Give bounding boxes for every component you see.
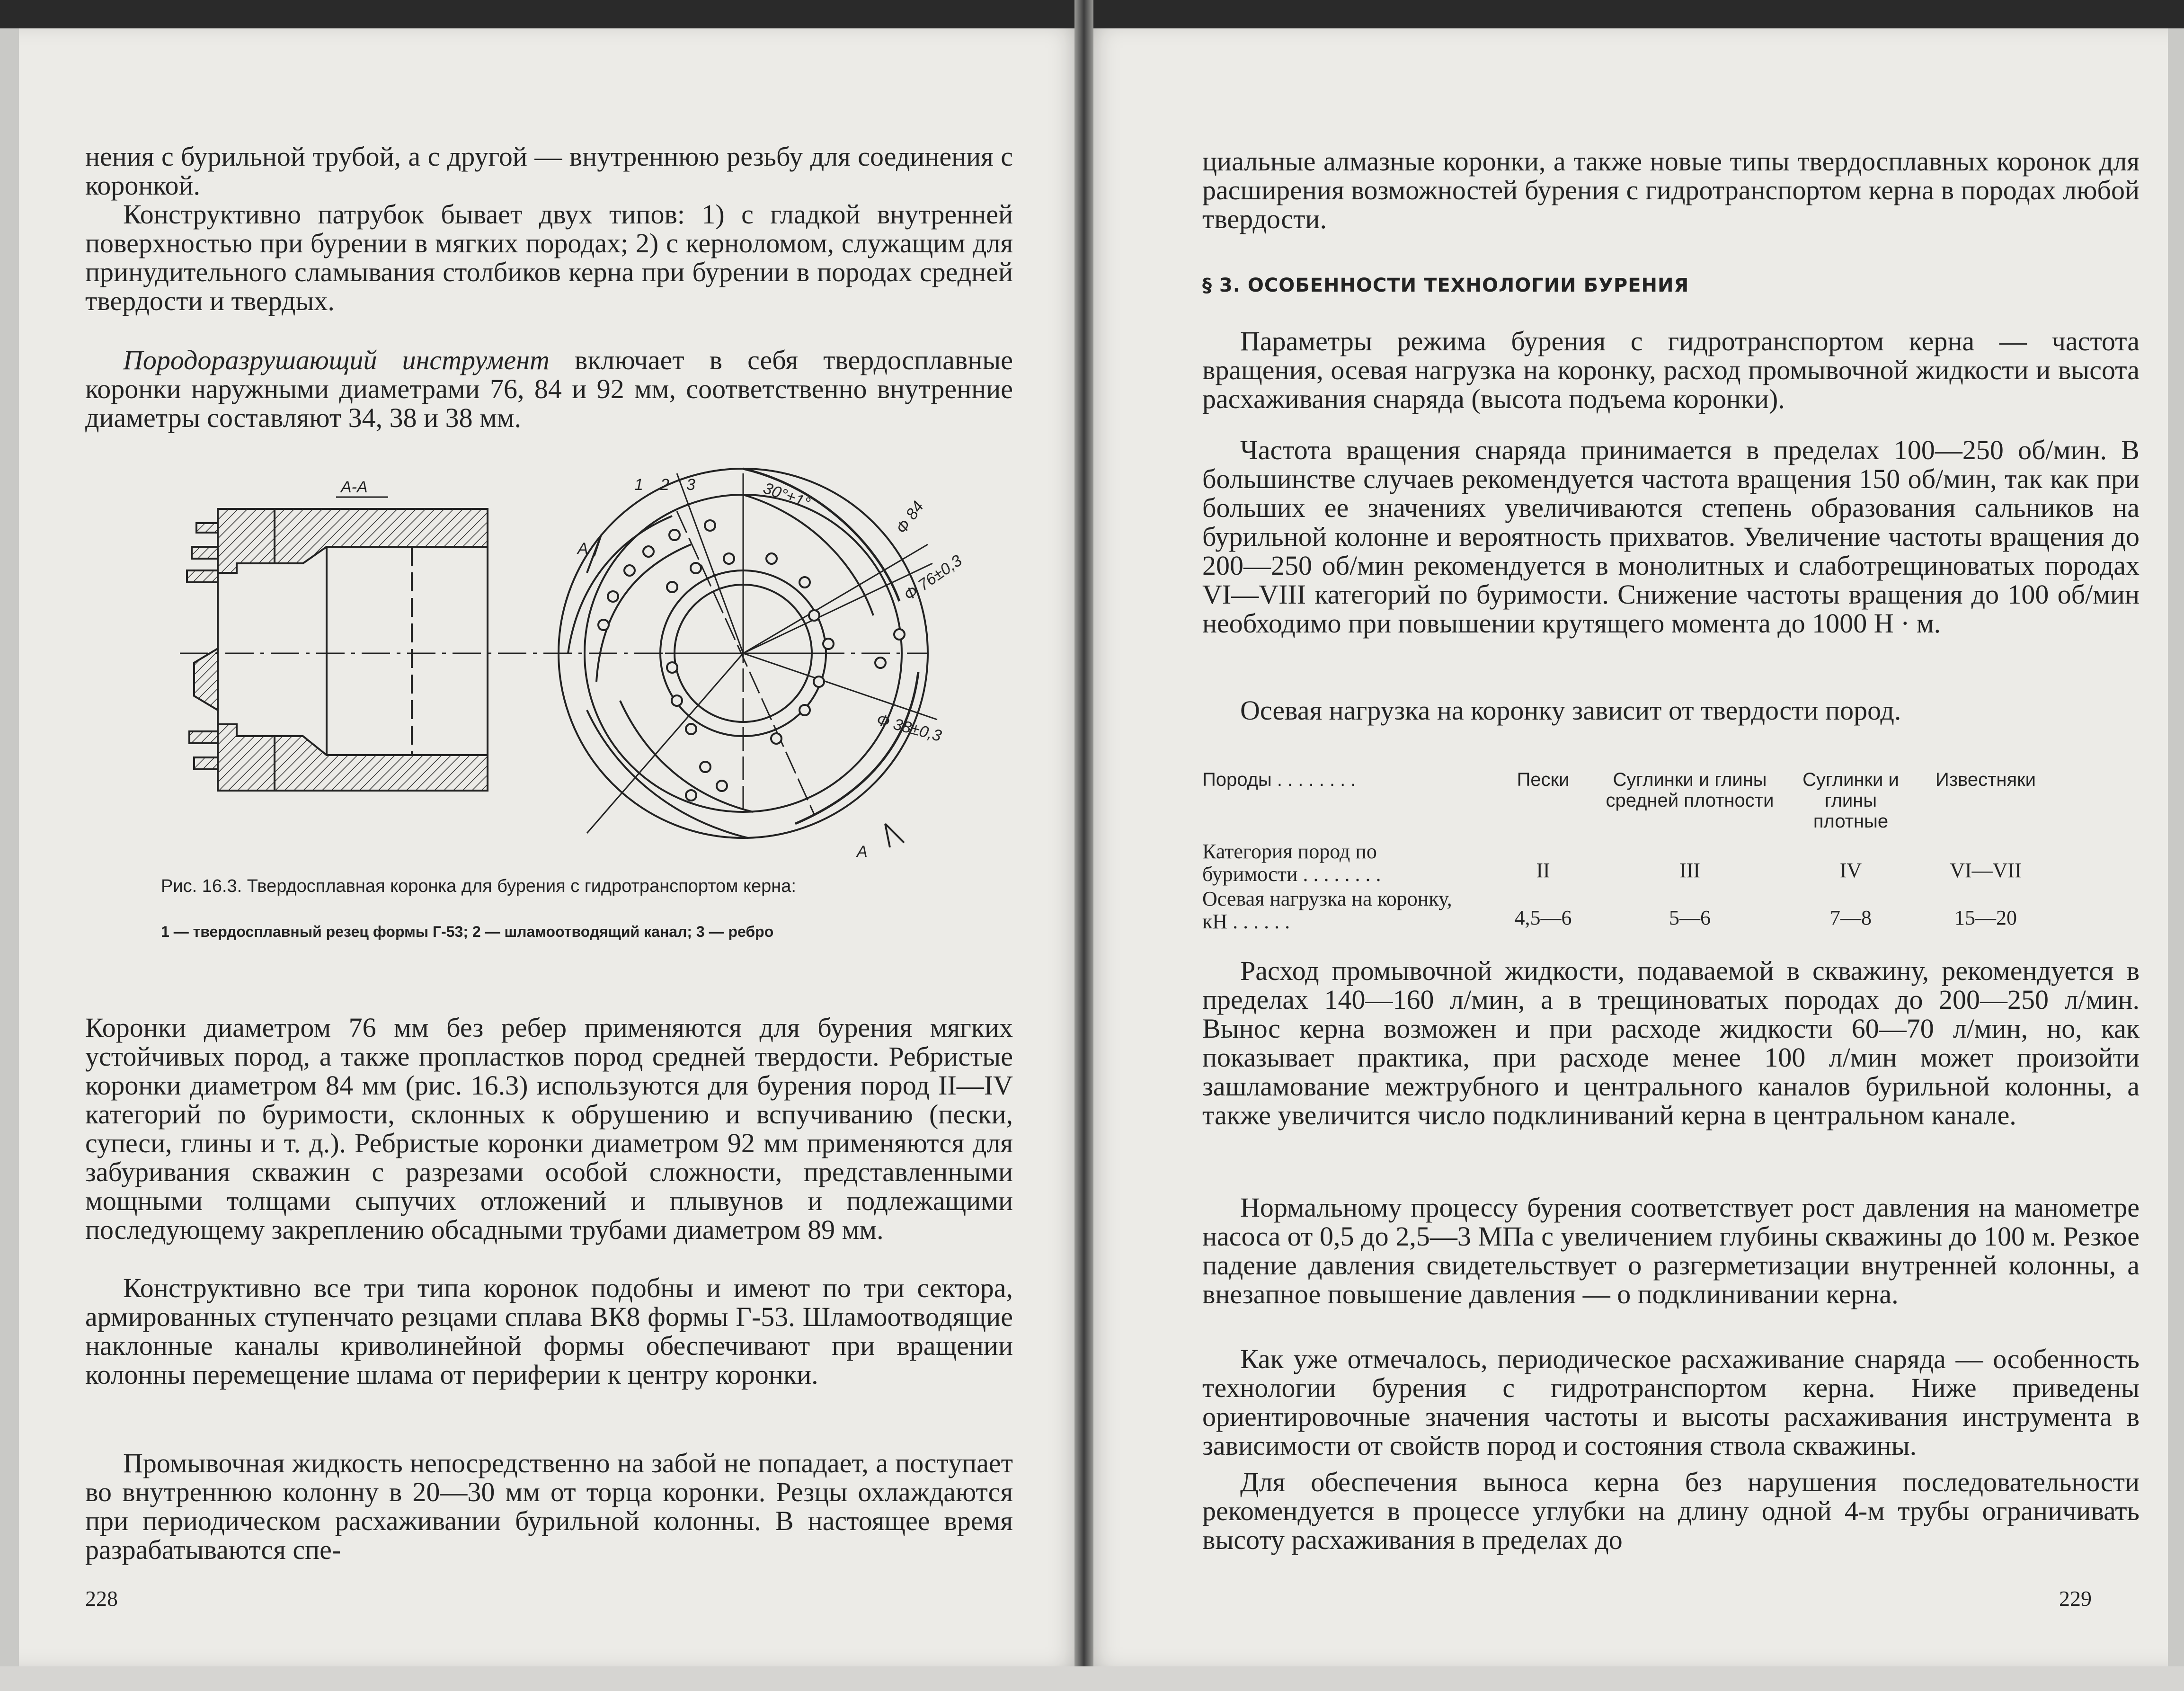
left-page — [19, 28, 1084, 1666]
left-paragraph-5: Конструктивно все три типа коронок подобны и имеют по три сектора, армированных ступенчато резцами сплава ВК8 формы Г-53. Шламоотводящие наклонные каналы криволинейной формы обеспечивают при вращении колонны перемещение шлама от периферии к центру коронки. — [85, 1273, 1013, 1390]
cut-label-top: А — [577, 540, 588, 558]
table-row — [1202, 840, 2059, 888]
table-col-2: Суглинки и глины средней плотности — [1606, 769, 1774, 811]
dim-outer: Ф 84 — [892, 498, 928, 537]
figure-legend: 1 — твердосплавный резец формы Г-53; 2 — шламоотводящий канал; 3 — ребро — [161, 923, 774, 940]
book-gutter — [1074, 0, 1093, 1691]
section-label: А-А — [341, 478, 368, 496]
cut-label-bottom: А — [857, 843, 868, 861]
section-heading: § 3. ОСОБЕННОСТИ ТЕХНОЛОГИИ БУРЕНИЯ — [1202, 275, 1689, 296]
table-col-3: Суглинки и глины плотные — [1802, 769, 1899, 832]
left-paragraph-1: нения с бурильной трубой, а с другой — внутреннюю резьбу для соединения с коронкой. — [85, 141, 1013, 201]
table-row-label: Осевая нагрузка на коронку, кН . . . . . . — [1202, 887, 1452, 933]
callout-1: 1 — [634, 476, 643, 494]
dim-inner: Ф 38±0,3 — [874, 711, 944, 746]
table-col-4: Известняки — [1935, 769, 2036, 790]
table-row-label: Категория пород по буримости . . . . . . . . — [1202, 840, 1381, 886]
right-paragraph-6: Нормальному процессу бурения соответствует рост давления на манометре насоса от 0,5 до 2,5—3 МПа с увеличением глубины скважины до 100 м. Резкое падение давления свидетельствует о разгерметизации внутренней колонны, а внезапное повышение давления — о подклинивании керна. — [1202, 1192, 2140, 1309]
angle-label: 30°±1° — [761, 479, 813, 513]
right-paragraph-3: Частота вращения снаряда принимается в пределах 100—250 об/мин. В большинстве случаев рекомендуется частота вращения 150 об/мин, так как при больших ее значениях увеличиваются степень образования сальников на бурильной колонне и вероятность прихватов. Увеличение частоты вращения до 200—250 об/мин рекомендуется в монолитных и слаботрещиноватых породах VI—VIII категорий по буримости. Снижение частоты вращения до 100 об/мин необходимо при повышении крутящего момента до 1000 Н · м. — [1202, 435, 2140, 639]
table-row-header: Породы . . . . . . . . — [1202, 769, 1356, 790]
callout-2: 2 — [660, 476, 669, 494]
table-header-row — [1202, 760, 2059, 840]
left-paragraph-3-text: включает в себя твердосплавные коронки наружными диаметрами 76, 84 и 92 мм, соответственно внутренние диаметры составляют 34, 38 и 38 мм. — [85, 345, 1013, 433]
table-cell: IV — [1839, 859, 1862, 882]
right-paragraph-7: Как уже отмечалось, периодическое расхаживание снаряда — особенность технологии бурения с гидротранспортом керна. Ниже приведены ориентировочные значения частоты и высоты расхаживания инструмента в зависимости от свойств пород и состояния ствола скважины. — [1202, 1344, 2140, 1461]
right-paragraph-1: циальные алмазные коронки, а также новые типы твердосплавных коронок для расширения возможностей бурения с гидротранспортом керна в породах любой твердости. — [1202, 146, 2140, 234]
rock-properties-table — [1202, 760, 2059, 935]
left-paragraph-4: Коронки диаметром 76 мм без ребер применяются для бурения мягких устойчивых пород, а также пропластков пород средней твердости. Ребристые коронки диаметром 84 мм (рис. 16.3) используются для бурения пород II—IV категорий по буримости, склонных к обрушению и вспучиванию (пески, супеси, глины и т. д.). Ребристые коронки диаметром 92 мм применяются для забуривания скважин с разрезами особой сложности, представленными мощными толщами сыпучих отложений и плывунов и подлежащими последующему закреплению обсадными трубами диаметром 89 мм. — [85, 1012, 1013, 1245]
page-number-left: 228 — [85, 1586, 118, 1611]
bottom-edge — [0, 1666, 2184, 1691]
left-paragraph-3 — [85, 346, 1013, 432]
right-paragraph-5: Расход промывочной жидкости, подаваемой в скважину, рекомендуется в пределах 140—160 л/мин, а в трещиноватых породах до 200—250 л/мин. Вынос керна возможен и при расходе жидкости 60—70 л/мин, но, как показывает практика, при расходе менее 100 л/мин может произойти зашламование межтрубного и центрального каналов бурильной колонны, а также увеличится число подклиниваний керна в центральном канале. — [1202, 955, 2140, 1130]
figure-caption: Рис. 16.3. Твердосплавная коронка для бурения с гидротранспортом керна: — [161, 876, 796, 896]
left-paragraph-6: Промывочная жидкость непосредственно на забой не попадает, а поступает во внутреннюю колонну в 20—30 мм от торца коронки. Резцы охлаждаются при периодическом расхаживании бурильной колонны. В настоящее время разрабатываются спе- — [85, 1448, 1013, 1565]
right-paragraph-8: Для обеспечения выноса керна без нарушения последовательности рекомендуется в процессе углубки на длину одной 4-м трубы ограничивать высоту расхаживания в пределах до — [1202, 1467, 2140, 1555]
table-cell: 15—20 — [1954, 906, 2017, 929]
cutter-holes — [598, 520, 905, 801]
table-cell: III — [1679, 859, 1700, 882]
figure-drill-crown — [161, 445, 975, 871]
table-row — [1202, 888, 2059, 935]
right-paragraph-2: Параметры режима бурения с гидротранспортом керна — частота вращения, осевая нагрузка на коронку, расход промывочной жидкости и высота расхаживания снаряда (высота подъема коронки). — [1202, 326, 2140, 414]
right-paragraph-4: Осевая нагрузка на коронку зависит от твердости пород. — [1240, 695, 1901, 726]
page-number-right: 229 — [2059, 1586, 2092, 1611]
table-col-1: Пески — [1517, 769, 1570, 790]
table-cell: VI—VII — [1950, 859, 2022, 882]
section-view — [187, 509, 488, 791]
left-paragraph-2: Конструктивно патрубок бывает двух типов: 1) с гладкой внутренней поверхностью при бурении в мягких породах; 2) с керноломом, служащим для принудительного сламывания столбиков керна при бурении в породах средней твердости и твердых. — [85, 199, 1013, 316]
italic-term: Породоразрушающий инструмент — [123, 345, 550, 375]
callout-3: 3 — [686, 476, 695, 494]
dim-mid: Ф 76±0,3 — [900, 551, 966, 605]
table-cell: 5—6 — [1669, 906, 1711, 929]
table-cell: II — [1536, 859, 1550, 882]
table-cell: 7—8 — [1830, 906, 1872, 929]
table-cell: 4,5—6 — [1514, 906, 1572, 929]
